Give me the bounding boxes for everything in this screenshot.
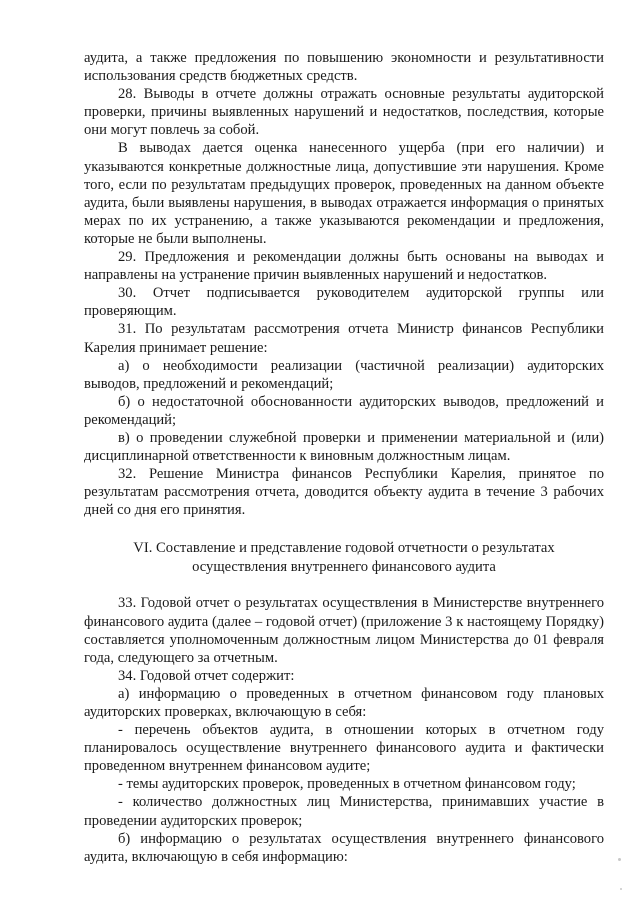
paragraph-31: 31. По результатам рассмотрения отчета Министр финансов Республики Карелия принимает решение: [84, 321, 604, 356]
paragraph-continuation: аудита, а также предложения по повышению экономности и результативности использования средств бюджетных средств. [84, 50, 604, 85]
list-item-officials-count: - количество должностных лиц Министерства, принимавших участие в проведении аудиторских проверок; [84, 794, 604, 829]
paragraph-32: 32. Решение Министра финансов Республики Карелия, принятое по результатам рассмотрения отчета, доводится объекту аудита в течение 3 рабочих дней со дня его принятия. [84, 466, 604, 519]
scan-speck [618, 858, 621, 861]
section-heading-line-2: осуществления внутреннего финансового аудита [192, 558, 496, 575]
paragraph-28: 28. Выводы в отчете должны отражать основные результаты аудиторской проверки, причины выявленных нарушений и недостатков, последствия, которые они могут повлечь за собой. [84, 86, 604, 139]
scan-speck [620, 888, 622, 890]
paragraph-34-a: а) информацию о проведенных в отчетном финансовом году плановых аудиторских проверках, включающую в себя: [84, 685, 604, 720]
list-item-audit-objects: - перечень объектов аудита, в отношении которых в отчетном году планировалось осуществление внутреннего финансового аудита и фактически проведенном внутреннем финансовом аудите; [84, 722, 604, 775]
paragraph-30: 30. Отчет подписывается руководителем аудиторской группы или проверяющим. [84, 285, 604, 320]
paragraph-31-b: б) о недостаточной обоснованности аудиторских выводов, предложений и рекомендаций; [84, 393, 604, 428]
paragraph-28-conclusions: В выводах дается оценка нанесенного ущерба (при его наличии) и указываются конкретные должностные лица, допустившие эти нарушения. Кроме того, если по результатам предыдущих проверок, проведенных на данном объекте аудита, были выявлены нарушения, в выводах отражается информация о принятых мерах по их устранению, а также указываются рекомендации и предложения, которые не были выполнены. [84, 140, 604, 247]
section-heading-line-1: VI. Составление и представление годовой отчетности о результатах [133, 540, 555, 557]
document-body [84, 49, 604, 866]
section-heading [84, 539, 604, 576]
list-item-audit-topics: - темы аудиторских проверок, проведенных в отчетном финансовом году; [118, 776, 576, 793]
paragraph-29: 29. Предложения и рекомендации должны быть основаны на выводах и направлены на устранение причин выявленных нарушений и недостатков. [84, 249, 604, 284]
paragraph-31-a: а) о необходимости реализации (частичной реализации) аудиторских выводов, предложений и рекомендаций; [84, 357, 604, 392]
paragraph-33: 33. Годовой отчет о результатах осуществления в Министерстве внутреннего финансового аудита (далее – годовой отчет) (приложение 3 к настоящему Порядку) составляется уполномоченным должностным лицом Министерства до 01 февраля года, следующего за отчетным. [84, 595, 604, 666]
paragraph-31-c: в) о проведении служебной проверки и применении материальной и (или) дисциплинарной ответственности к виновным должностным лицам. [84, 429, 604, 465]
paragraph-34-b: б) информацию о результатах осуществления внутреннего финансового аудита, включающую в себя информацию: [84, 830, 604, 865]
paragraph-34: 34. Годовой отчет содержит: [118, 667, 295, 684]
